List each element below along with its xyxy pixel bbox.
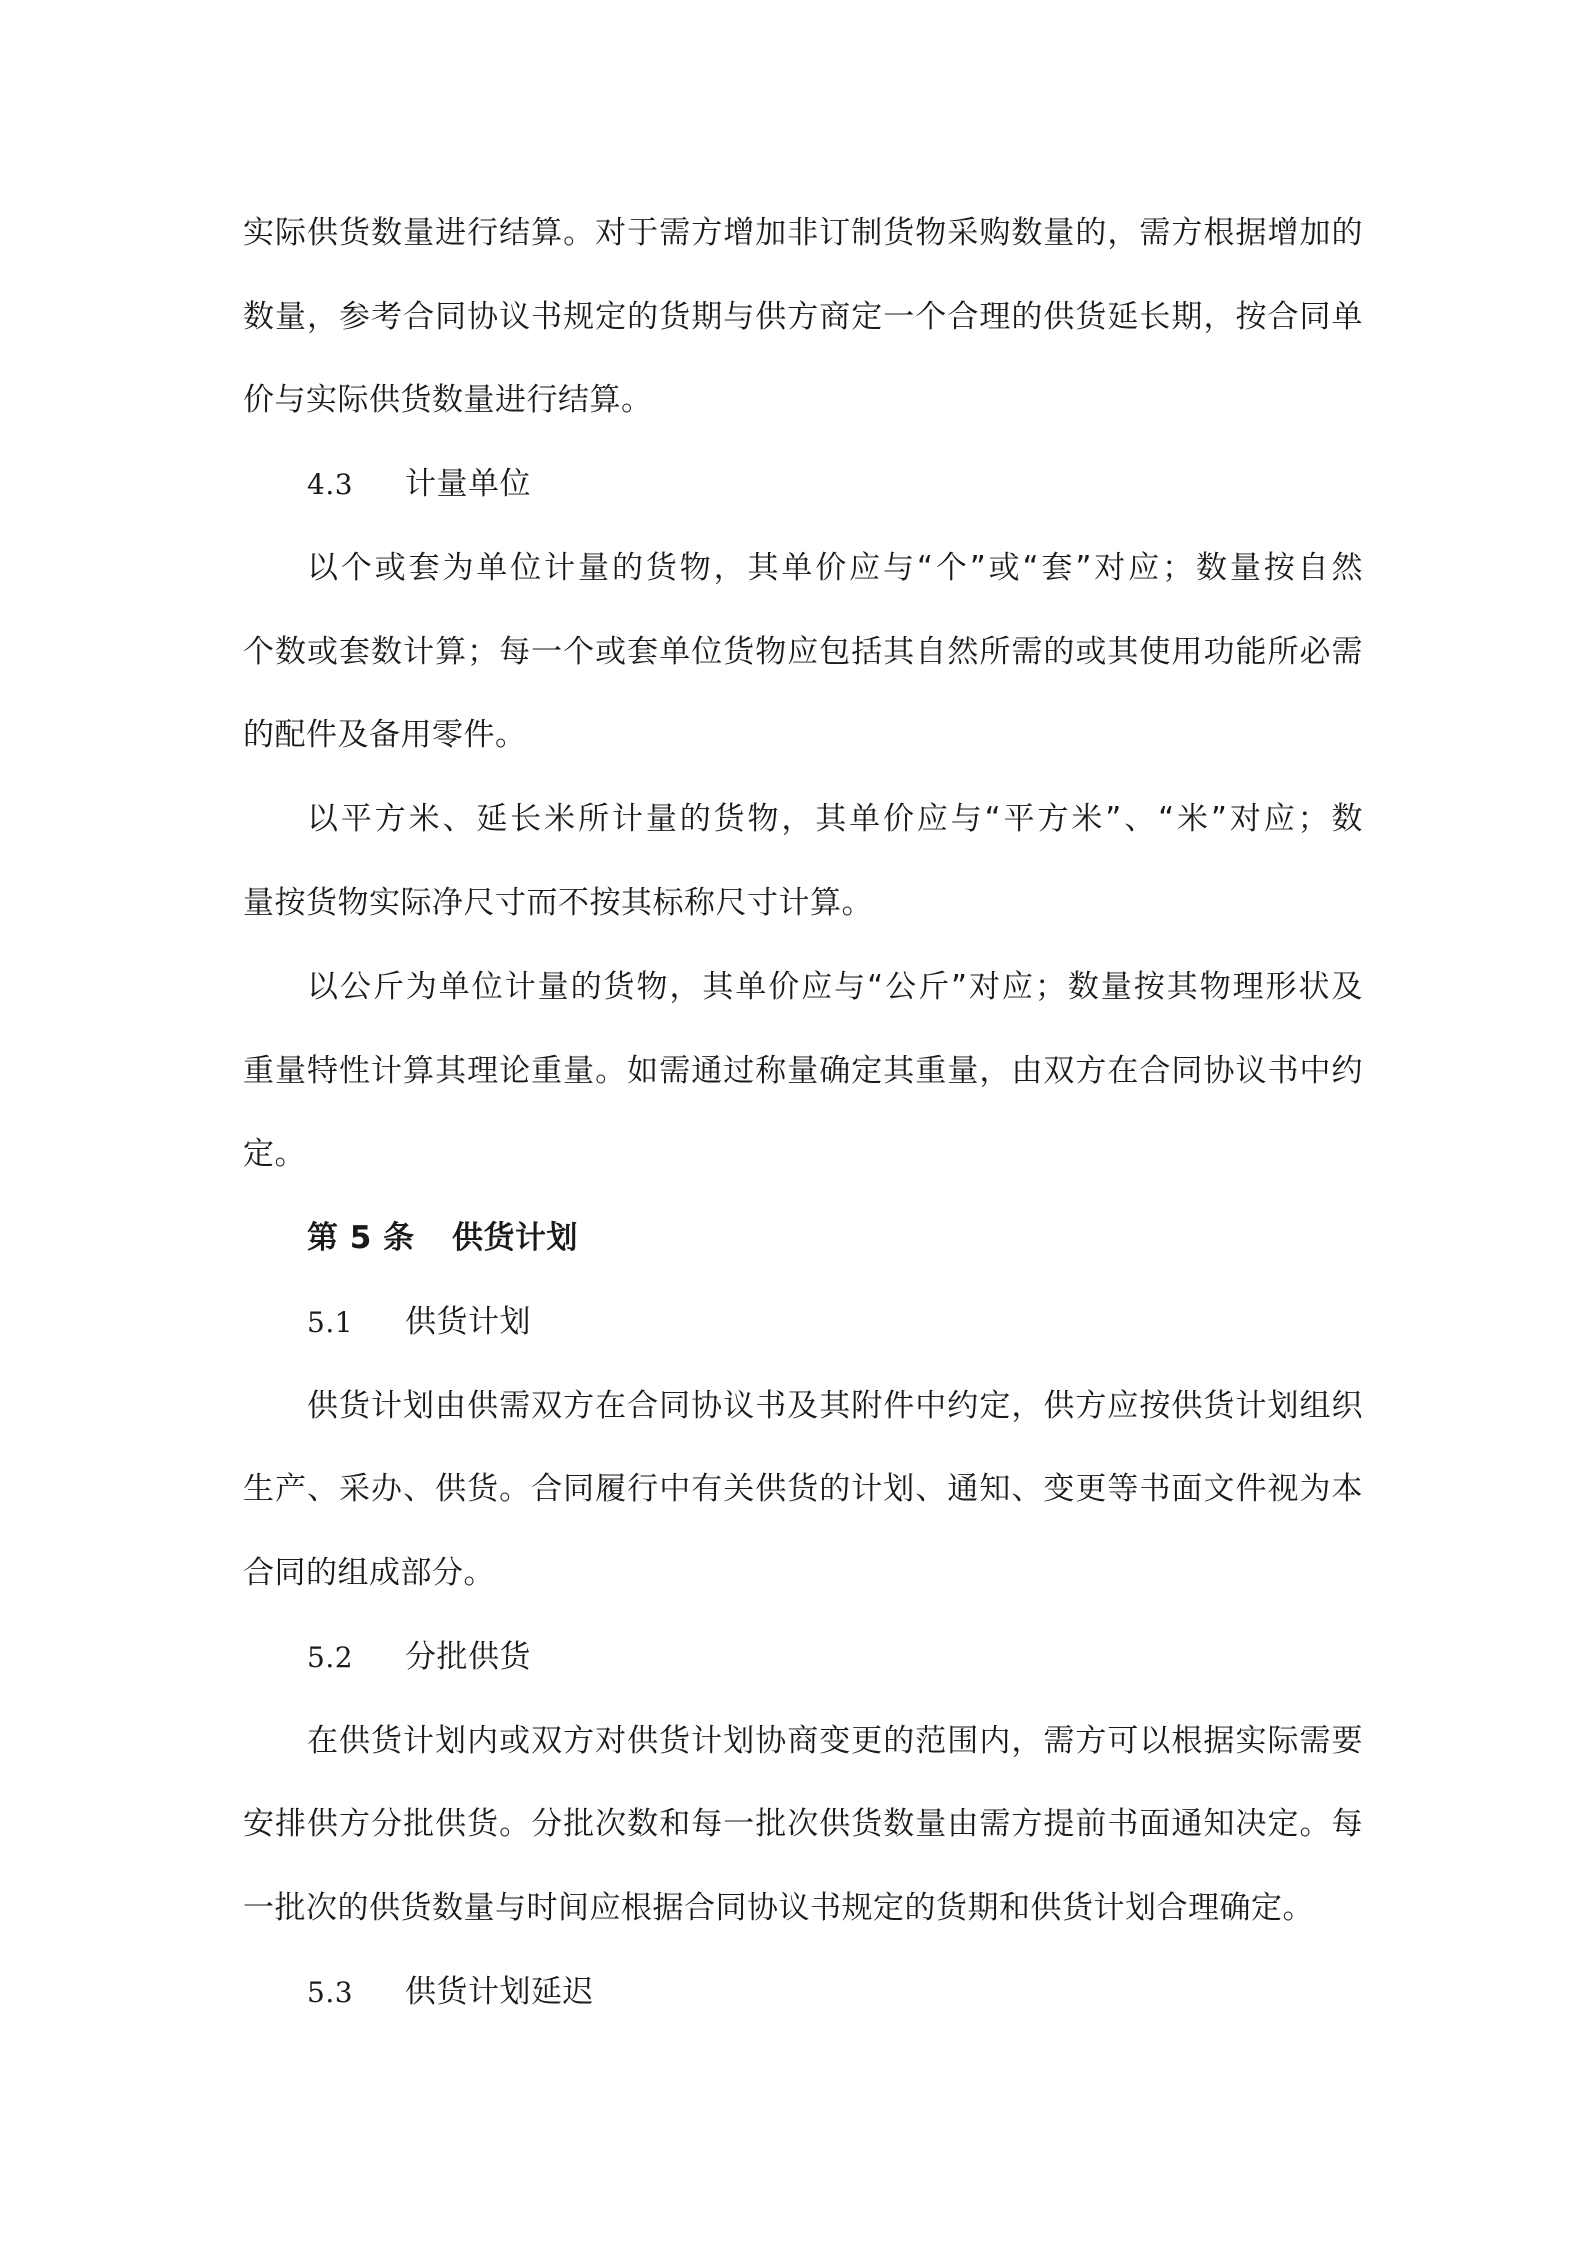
paragraph-line: 供货计划由供需双方在合同协议书及其附件中约定，供方应按供货计划组织 [307, 1388, 1363, 1424]
paragraph-line: 一批次的供货数量与时间应根据合同协议书规定的货期和供货计划合理确定。 [243, 1890, 1314, 1926]
paragraph-line: 的配件及备用零件。 [243, 717, 527, 753]
paragraph-line: 以个或套为单位计量的货物，其单价应与“个”或“套”对应；数量按自然 [307, 550, 1363, 586]
article-title: 供货计划 [452, 1220, 578, 1256]
paragraph-line: 价与实际供货数量进行结算。 [243, 382, 653, 418]
section-heading-5-2 [307, 1635, 1427, 1680]
section-number: 5.1 [307, 1306, 354, 1339]
section-number: 5.2 [307, 1641, 354, 1674]
paragraph-line: 个数或套数计算；每一个或套单位货物应包括其自然所需的或其使用功能所必需 [243, 634, 1363, 670]
section-heading-5-3 [307, 1970, 1427, 2015]
paragraph-line: 数量，参考合同协议书规定的货期与供方商定一个合理的供货延长期，按合同单 [243, 299, 1363, 335]
paragraph-line: 合同的组成部分。 [243, 1555, 495, 1591]
section-heading-5-1 [307, 1300, 1427, 1345]
section-heading-4-3 [307, 462, 1427, 507]
paragraph-line: 安排供方分批供货。分批次数和每一批次供货数量由需方提前书面通知决定。每 [243, 1806, 1363, 1842]
paragraph-line: 以平方米、延长米所计量的货物，其单价应与“平方米”、“米”对应；数 [307, 801, 1363, 837]
article-number: 第 5 条 [307, 1220, 415, 1256]
section-title: 计量单位 [405, 466, 531, 502]
section-number: 4.3 [307, 468, 354, 501]
paragraph-line: 以公斤为单位计量的货物，其单价应与“公斤”对应；数量按其物理形状及 [307, 969, 1363, 1005]
section-number: 5.3 [307, 1976, 354, 2009]
paragraph-line: 定。 [243, 1136, 306, 1172]
paragraph-line: 在供货计划内或双方对供货计划协商变更的范围内，需方可以根据实际需要 [307, 1723, 1363, 1759]
paragraph-line: 量按货物实际净尺寸而不按其标称尺寸计算。 [243, 885, 873, 921]
section-title: 分批供货 [405, 1639, 531, 1675]
section-title: 供货计划 [405, 1304, 531, 1340]
paragraph-line: 生产、采办、供货。合同履行中有关供货的计划、通知、变更等书面文件视为本 [243, 1471, 1363, 1507]
paragraph-line: 重量特性计算其理论重量。如需通过称量确定其重量，由双方在合同协议书中约 [243, 1053, 1363, 1089]
section-title: 供货计划延迟 [405, 1974, 594, 2010]
article-heading-5 [307, 1216, 1427, 1260]
paragraph-line: 实际供货数量进行结算。对于需方增加非订制货物采购数量的，需方根据增加的 [243, 215, 1363, 251]
